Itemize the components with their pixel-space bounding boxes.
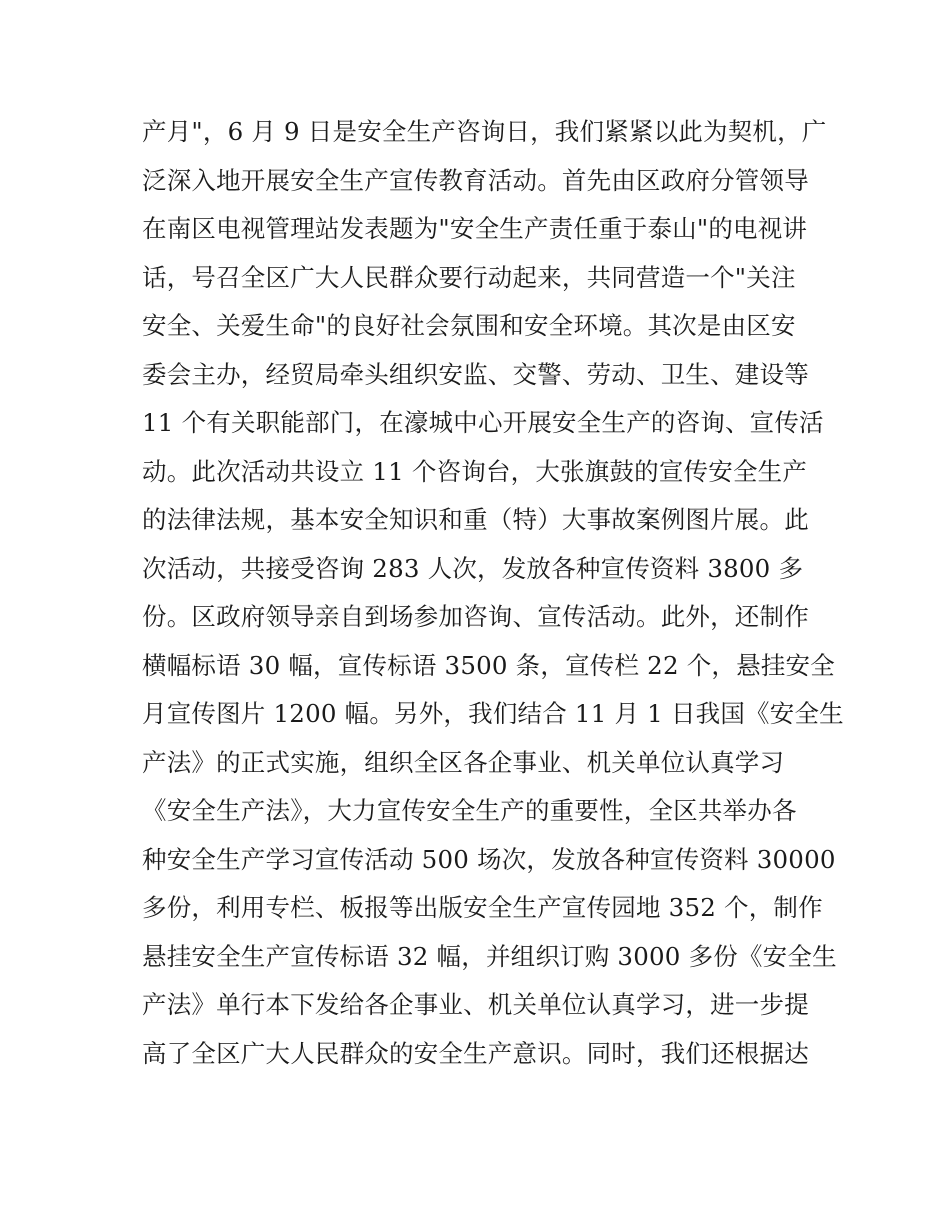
text-line-7: 11 个有关职能部门，在濠城中心开展安全生产的咨询、宣传活 — [142, 408, 824, 437]
text-line-16: 种安全生产学习宣传活动 500 场次，发放各种宣传资料 30000 — [142, 844, 836, 874]
text-line-19: 产法》单行本下发给各企事业、机关单位认真学习，进一步提 — [142, 990, 809, 1019]
text-line-10: 次活动，共接受咨询 283 人次，发放各种宣传资料 3800 多 — [142, 553, 804, 583]
text-line-11: 份。区政府领导亲自到场参加咨询、宣传活动。此外，还制作 — [142, 602, 809, 631]
text-line-14: 产法》的正式实施，组织全区各企事业、机关单位认真学习 — [142, 747, 785, 777]
text-line-12: 横幅标语 30 幅，宣传标语 3500 条，宣传栏 22 个，悬挂安全 — [142, 650, 835, 680]
body-paragraph — [142, 108, 844, 1078]
text-line-6: 委会主办，经贸局牵头组织安监、交警、劳动、卫生、建设等 — [142, 359, 809, 389]
text-line-1: 产月"，6 月 9 日是安全生产咨询日，我们紧紧以此为契机，广 — [142, 117, 827, 146]
text-line-15: 《安全生产法》，大力宣传安全生产的重要性，全区共举办各 — [142, 796, 797, 825]
text-line-5: 安全、关爱生命"的良好社会氛围和安全环境。其次是由区安 — [142, 311, 796, 340]
text-line-9: 的法律法规，基本安全知识和重（特）大事故案例图片展。此 — [142, 505, 809, 534]
text-line-20: 高了全区广大人民群众的安全生产意识。同时，我们还根据达 — [142, 1038, 809, 1068]
text-line-8: 动。此次活动共设立 11 个咨询台，大张旗鼓的宣传安全生产 — [142, 456, 808, 486]
text-line-18: 悬挂安全生产宣传标语 32 幅，并组织订购 3000 多份《安全生 — [142, 941, 837, 971]
text-line-13: 月宣传图片 1200 幅。另外，我们结合 11 月 1 日我国《安全生 — [142, 699, 844, 728]
text-line-17: 多份，利用专栏、板报等出版安全生产宣传园地 352 个，制作 — [142, 893, 823, 922]
text-line-4: 话，号召全区广大人民群众要行动起来，共同营造一个"关注 — [142, 262, 796, 292]
text-line-2: 泛深入地开展安全生产宣传教育活动。首先由区政府分管领导 — [142, 165, 809, 195]
text-line-3: 在南区电视管理站发表题为"安全生产责任重于泰山"的电视讲 — [142, 214, 808, 243]
